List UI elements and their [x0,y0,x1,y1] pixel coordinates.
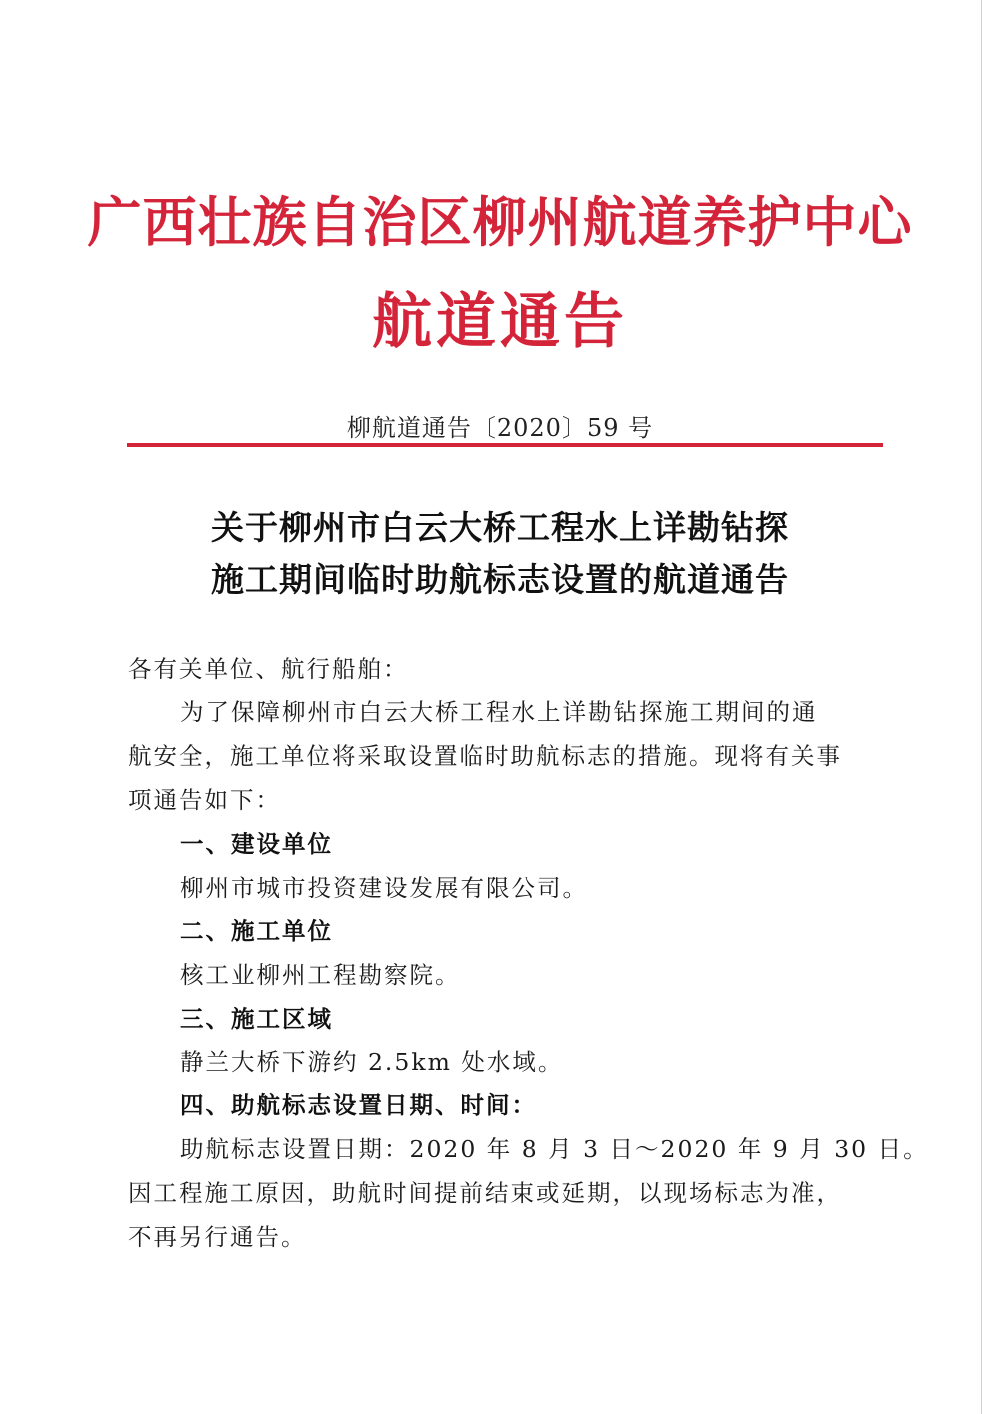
section-2-text: 核工业柳州工程勘察院。 [180,961,461,989]
subject-line-2: 施工期间临时助航标志设置的航道通告 [211,560,789,599]
organization-title: 广西壮族自治区柳州航道养护中心 [87,190,913,254]
section-1-text: 柳州市城市投资建设发展有限公司。 [180,874,588,902]
section-4-line-2: 因工程施工原因，助航时间提前结束或延期，以现场标志为准， [128,1179,842,1207]
section-4-line-3: 不再另行通告。 [128,1223,307,1251]
section-4-line-1: 助航标志设置日期：2020 年 8 月 3 日～2020 年 9 月 30 日。 [180,1135,929,1163]
intro-line-1: 为了保障柳州市白云大桥工程水上详勘钻探施工期间的通 [180,698,818,726]
intro-line-2: 航安全，施工单位将采取设置临时助航标志的措施。现将有关事 [128,742,842,770]
subject-line-1: 关于柳州市白云大桥工程水上详勘钻探 [211,508,789,547]
section-2-heading: 二、施工单位 [180,917,333,945]
intro-line-3: 项通告如下： [128,786,281,814]
page-edge-line [981,0,982,1414]
subject-title [80,502,920,606]
notice-type-title: 航道通告 [372,287,628,357]
section-1-heading: 一、建设单位 [180,830,333,858]
document-number: 柳航道通告〔2020〕59 号 [346,414,654,442]
salutation: 各有关单位、航行船舶： [128,655,409,683]
red-divider-line [127,443,883,447]
section-4-heading: 四、助航标志设置日期、时间： [180,1091,537,1119]
section-3-heading: 三、施工区域 [180,1005,333,1033]
section-3-text: 静兰大桥下游约 2.5km 处水域。 [180,1048,564,1076]
